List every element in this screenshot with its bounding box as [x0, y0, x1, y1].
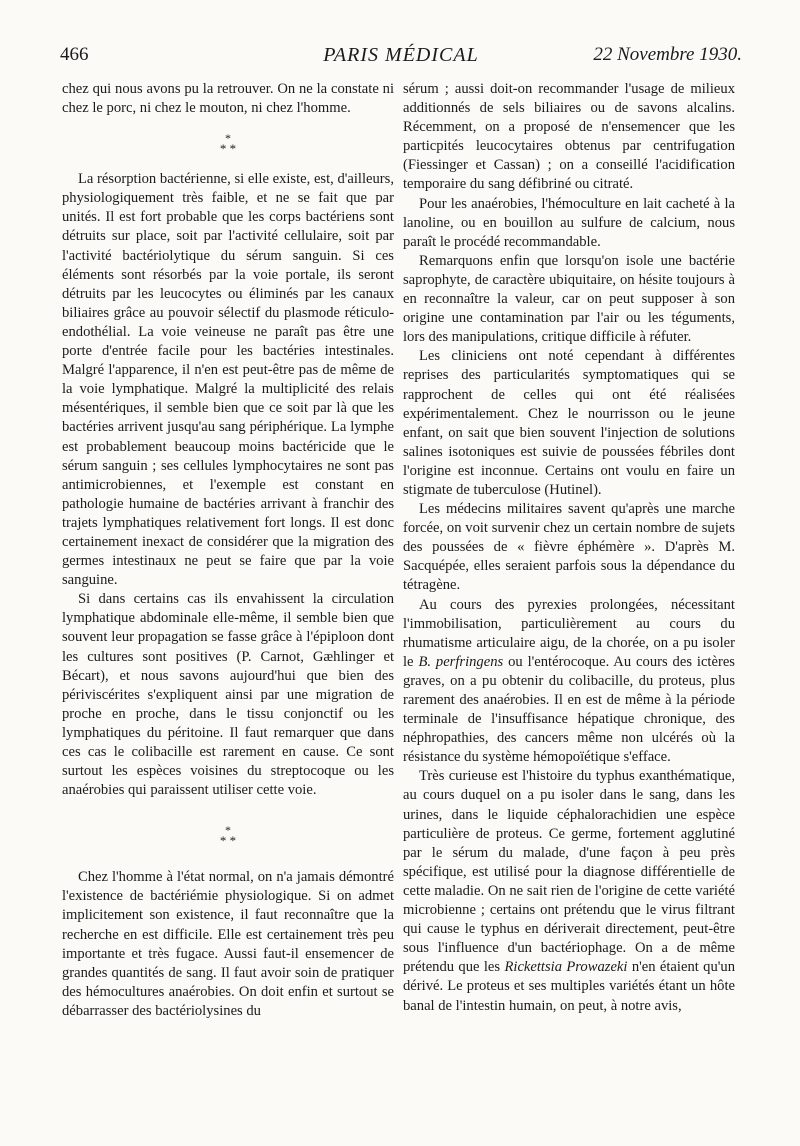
separator-stars-bottom: * * [219, 833, 237, 849]
paragraph [403, 767, 735, 1015]
journal-title: PARIS MÉDICAL [323, 44, 479, 66]
text-run: Au cours des pyrexies prolongées, nécessitant l'immobilisation, particulièrement au cours du rhumatisme articulaire aigu, de la chorée, on a pu isoler le [403, 596, 735, 670]
paragraph: Remarquons enfin que lorsqu'on isole une bactérie saprophyte, de caractère ubiquitaire, on hésite toujours à en reconnaître la valeur, car on peut supposer à son origine une contamination par l'air ou les téguments, lors des manipulations, critique difficile à réfuter. [403, 252, 735, 346]
separator-star-top: * [225, 131, 231, 146]
section-separator [62, 823, 394, 849]
paragraph: Pour les anaérobies, l'hémoculture en lait cacheté à la lanoline, ou en bouillon au sulfure de calcium, nous paraît le procédé recommandable. [403, 195, 735, 250]
text-run: Très curieuse est l'histoire du typhus exanthématique, au cours duquel on a pu isoler dans le sang, dans les urines, dans le liquide céphalorachidien une espèce particulière de proteus. Ce germe, fortement agglutiné par le sérum du malade, d'une façon à peu près spécifique, est utilisé pour la diagnose différentielle de cette maladie. On ne sait rien de l'origine de cette variété microbienne ; certains ont prétendu que le virus filtrant qui cause le typhus en dériverait directement, peut-être sous l'influence d'un bactériophage. On a de même prétendu que les [403, 768, 735, 976]
left-column [62, 80, 394, 1021]
paragraph: Si dans certains cas ils envahissent la circulation lymphatique abdominale elle-même, il semble bien que souvent leur propagation se fasse grâce à l'épiploon dont les cultures sont positives (P. Carnot, Gæhlinger et Bécart), et nous savons aujourd'hui que bien des périviscérites s'expliquent ainsi par une migration de proche en proche, dans le tissu conjonctif ou les lymphatiques du péritoine. Il faut remarquer que dans ces cas le colibacille est rarement en cause. Ce sont surtout les espèces voisines du streptocoque ou les anaérobies qui paraissent utiliser cette voie. [62, 591, 394, 799]
text-run: n'en étaient qu'un dérivé. Le proteus et ses multiples variétés étant un hôte banal de l'intestin humain, on peut, à notre avis, [403, 959, 735, 1014]
paragraph [403, 596, 735, 768]
species-name: B. perfringens [418, 653, 504, 670]
page-number: 466 [60, 44, 89, 65]
separator-star-top: * [225, 823, 231, 838]
section-separator [62, 131, 394, 157]
separator-stars-bottom: * * [219, 141, 237, 157]
paragraph: Les cliniciens ont noté cependant à différentes reprises des particularités symptomatiques qui se rapprochent de celles qui ont été réalisées expérimentalement. Chez le nourrisson ou le jeune enfant, on sait que bien souvent l'injection de solutions salines isotoniques est suivie de poussées fébriles dont l'origine est inconnue. Certains ont voulu en faire un stigmate de tuberculose (Hutinel). [403, 348, 735, 498]
text-run: ou l'entérocoque. Au cours des ictères graves, on a pu obtenir du colibacille, du proteus, plus rarement des anaérobies. Il en est de même à la période terminale de l'insuffisance hépatique chronique, des néphropathies, des cancers même non ulcérés où la résistance du système hémopoïétique s'efface. [403, 653, 735, 766]
issue-date: 22 Novembre 1930. [593, 44, 742, 65]
species-name: Rickettsia Prowazeki [504, 959, 628, 976]
paragraph: Les médecins militaires savent qu'après une marche forcée, on voit survenir chez un certain nombre de sujets des poussées de « fièvre éphémère ». D'après M. Sacquépée, elles seraient parfois sous la dépendance du tétragène. [403, 501, 735, 594]
right-column [403, 80, 735, 1016]
running-header [60, 44, 742, 74]
paragraph: chez qui nous avons pu la retrouver. On ne la constate ni chez le porc, ni chez le mouton, ni chez l'homme. [62, 81, 394, 117]
paragraph: Chez l'homme à l'état normal, on n'a jamais démontré l'existence de bactériémie physiologique. Si on admet implicitement son existence, il faut reconnaître que la recherche en est difficile. Elle est certainement très peu importante et très fugace. Aussi faut-il ensemencer de grandes quantités de sang. Il faut avoir soin de pratiquer des hémocultures anaérobies. On doit enfin et surtout se débarrasser des bactériolysines du [62, 869, 394, 1019]
paragraph: sérum ; aussi doit-on recommander l'usage de milieux additionnés de sels biliaires ou de savons alcalins. Récemment, on a proposé de n'ensemencer que les particpités leucocytaires obtenus par centrifugation (Fiessinger et Cassan) ; on a conseillé l'acidification temporaire du sang défibriné ou citraté. [403, 81, 735, 193]
paragraph: La résorption bactérienne, si elle existe, est, d'ailleurs, physiologiquement très faible, et ne se fait que par unités. Il est fort probable que les corps bactériens sont détruits sur place, soit par l'activité cellulaire, soit par l'activité bactériolytique du sérum sanguin. Si ces éléments sont résorbés par la voie portale, ils seront détruits par les leucocytes ou éliminés par les canaux biliaires grâce au pouvoir sélectif du plasmode réticulo-endothélial. La voie veineuse ne paraît pas être une porte d'entrée facile pour les bactéries intestinales. Malgré l'apparence, il n'en est peut-être pas de même de la voie lymphatique. Malgré la multiplicité des relais mésentériques, il semble bien que ce soit par là que les bactéries arrivent jusqu'au sang périphérique. La lymphe est probablement beaucoup moins bactéricide que le sérum sanguin ; ses cellules lymphocytaires ne sont pas antimicrobiennes, et l'exemple est constant en pathologie humaine de bactéries arrivant à franchir des trajets lymphatiques relativement fort longs. Il est donc certainement inexact de considérer que la migration des germes intestinaux ne peut se faire que par la voie sanguine. [62, 171, 394, 589]
